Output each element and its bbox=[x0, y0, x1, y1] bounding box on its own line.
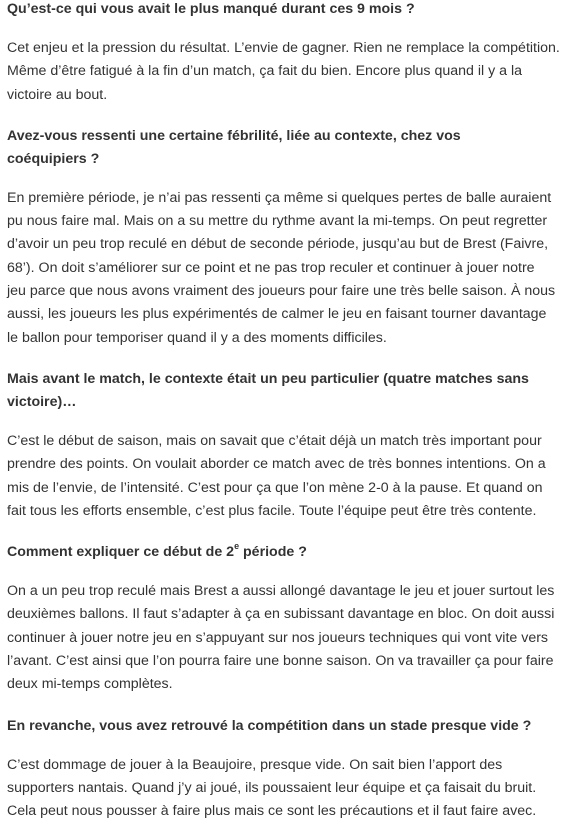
text-line: d’avoir un peu trop reculé en début de seconde période, jusqu’au but de Brest (Faivre, bbox=[7, 236, 549, 253]
text-line: Mais avant le match, le contexte était un peu particulier (quatre matches sans bbox=[7, 370, 529, 387]
text-line: pu nous faire mal. Mais on a su mettre du rythme avant la mi-temps. On peut regretter bbox=[7, 213, 548, 230]
text-line: supporters nantais. Quand j’y ai joué, ils poussaient leur équipe et ça faisait du bruit. bbox=[7, 779, 537, 796]
text-line: Même d’être fatigué à la fin d’un match, ça fait du bien. Encore plus quand il y a la bbox=[7, 63, 522, 80]
answer-paragraph bbox=[7, 37, 567, 107]
text-line: deux mi-temps complètes. bbox=[7, 676, 173, 693]
text-line: le ballon pour temporiser quand il y a des moments difficiles. bbox=[7, 329, 387, 346]
text-line: coéquipiers ? bbox=[7, 150, 100, 167]
text-line: victoire au bout. bbox=[7, 86, 108, 103]
superscript: e bbox=[234, 541, 240, 552]
text-line: C’est le début de saison, mais on savait que c’était déjà un match très important pour bbox=[7, 432, 542, 449]
text-line: Cet enjeu et la pression du résultat. L’envie de gagner. Rien ne remplace la compétition. bbox=[7, 40, 560, 56]
text-line: fait tous les efforts ensemble, c’est plus facile. Toute l’équipe peut être très contente. bbox=[7, 502, 537, 519]
question-heading bbox=[7, 368, 567, 414]
text-line: continuer à jouer notre jeu en s’appuyant sur nos joueurs techniques qui vont vite vers bbox=[7, 629, 549, 646]
text-line: 68’). On doit s’améliorer sur ce point et ne pas trop reculer et continuer à jouer notre bbox=[7, 259, 535, 276]
text-line: Cela peut nous pousser à faire plus mais ce sont les précautions et il faut faire avec. bbox=[7, 803, 537, 820]
question-heading bbox=[7, 541, 567, 564]
answer-paragraph bbox=[7, 187, 567, 350]
answer-paragraph bbox=[7, 430, 567, 523]
text-line: On a un peu trop reculé mais Brest a aussi allongé davantage le jeu et jouer surtout les bbox=[7, 583, 555, 600]
text-line: aussi, les joueurs les plus expérimentés de calmer le jeu en faisant tourner davantage bbox=[7, 306, 547, 323]
question-heading: En revanche, vous avez retrouvé la compétition dans un stade presque vide ? bbox=[7, 717, 532, 734]
text-line: deuxièmes ballons. Il faut s’adapter à ça en subissant davantage en bloc. On doit aussi bbox=[7, 606, 555, 623]
answer-paragraph bbox=[7, 754, 567, 824]
text-line: jeu parce que nous avons vraiment des joueurs pour faire une très belle saison. À nous bbox=[7, 283, 556, 300]
question-heading bbox=[7, 125, 567, 171]
text-line: prendre des points. On voulait aborder ce match avec de très bonnes intentions. On a bbox=[7, 456, 546, 473]
answer-paragraph bbox=[7, 580, 567, 696]
text-line: l’avant. C’est ainsi que l’on pourra faire une bonne saison. On va travailler ça pour faire bbox=[7, 653, 554, 670]
question-heading: Qu’est-ce qui vous avait le plus manqué durant ces 9 mois ? bbox=[7, 1, 415, 17]
text-fragment: Comment expliquer ce début de 2 bbox=[7, 544, 235, 561]
text-line: mis de l’envie, de l’intensité. C’est pour ça que l’on mène 2-0 à la pause. Et quand on bbox=[7, 479, 543, 496]
text-line: C’est dommage de jouer à la Beaujoire, presque vide. On sait bien l’apport des bbox=[7, 756, 503, 773]
text-fragment: période ? bbox=[239, 544, 307, 561]
text-line: Avez-vous ressenti une certaine fébrilité, liée au contexte, chez vos bbox=[7, 127, 461, 144]
interview-article bbox=[7, 0, 567, 824]
text-line: En première période, je n’ai pas ressenti ça même si quelques pertes de balle auraient bbox=[7, 189, 552, 206]
text-line: victoire)… bbox=[7, 393, 77, 410]
